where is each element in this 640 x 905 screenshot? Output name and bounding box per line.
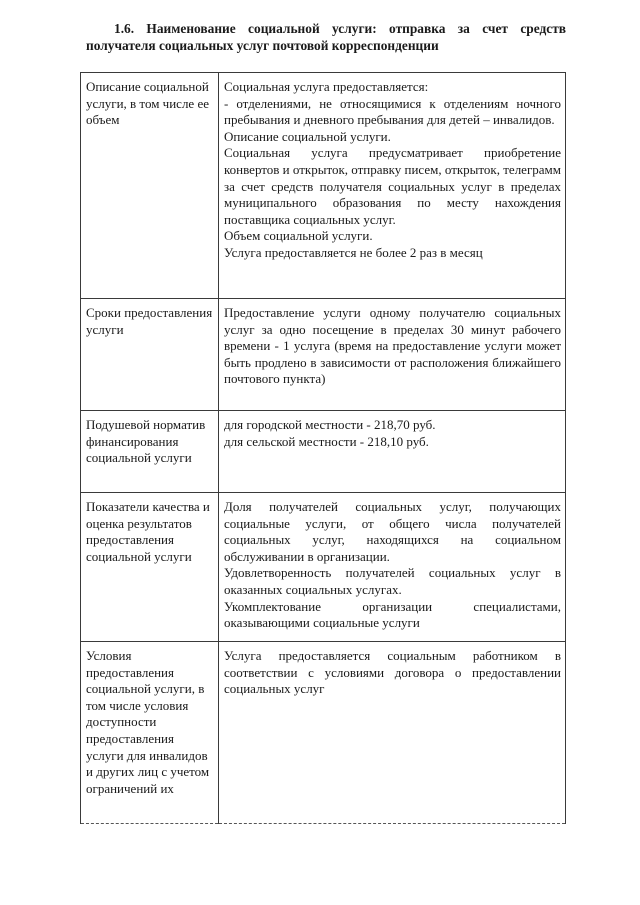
description-line: Доля получателей социальных услуг, получающих социальные услуги, от общего числа получателей социальных услуг, находящихся на социальном обслуживании в организации. [224,499,561,564]
row-label: Условия предоставления социальной услуги, в том числе условия доступности предоставления услуги для инвалидов и других лиц с учетом ограничений их [81,642,219,824]
section-heading [86,20,566,54]
table-row [81,493,566,642]
row-label: Описание социальной услуги, в том числе ее объем [81,73,219,299]
row-description [219,299,566,411]
row-label: Подушевой норматив финансирования социальной услуги [81,411,219,493]
description-line: Социальная услуга предоставляется: [224,79,429,94]
row-label: Сроки предоставления услуги [81,299,219,411]
description-line: для сельской местности - 218,10 руб. [224,433,429,449]
row-description [219,493,566,642]
table-row [81,73,566,299]
row-description [219,411,566,493]
section-heading-text: 1.6. Наименование социальной услуги: отправка за счет средств получателя социальных услуг почтовой корреспонденции [86,21,566,53]
description-line: Услуга предоставляется социальным работником в соответствии с условиями договора о предоставлении социальных услуг [224,648,561,697]
description-line: Укомплектование организации специалистами, оказывающими социальные услуги [224,598,561,631]
description-line: Удовлетворенность получателей социальных услуг в оказанных социальных услугах. [224,565,561,597]
row-description [219,642,566,824]
service-table [80,72,566,824]
description-line: для городской местности - 218,70 руб. [224,417,436,432]
table-row [81,299,566,411]
description-line: Услуга предоставляется не более 2 раз в месяц [224,244,483,260]
table-row [81,411,566,493]
description-line: Описание социальной услуги. [224,128,391,144]
description-line: Социальная услуга предусматривает приобретение конвертов и открыток, отправку писем, открыток, телеграмм за счет средств получателя социальных услуг в пределах муниципального образования по месту нахождения поставщика социальных услуг. [224,145,562,227]
description-line: - отделениями, не относящимися к отделениям ночного пребывания и дневного пребывания для детей – инвалидов. [224,95,561,128]
row-label: Показатели качества и оценка результатов предоставления социальной услуги [81,493,219,642]
row-description [219,73,566,299]
description-line: Объем социальной услуги. [224,228,373,244]
description-line: Предоставление услуги одному получателю социальных услуг за одно посещение в пределах 30 минут рабочего времени - 1 услуга (время на предоставление услуги может быть продлено в зависимости от расположения ближайшего почтового пункта) [224,305,561,387]
table-row [81,642,566,824]
